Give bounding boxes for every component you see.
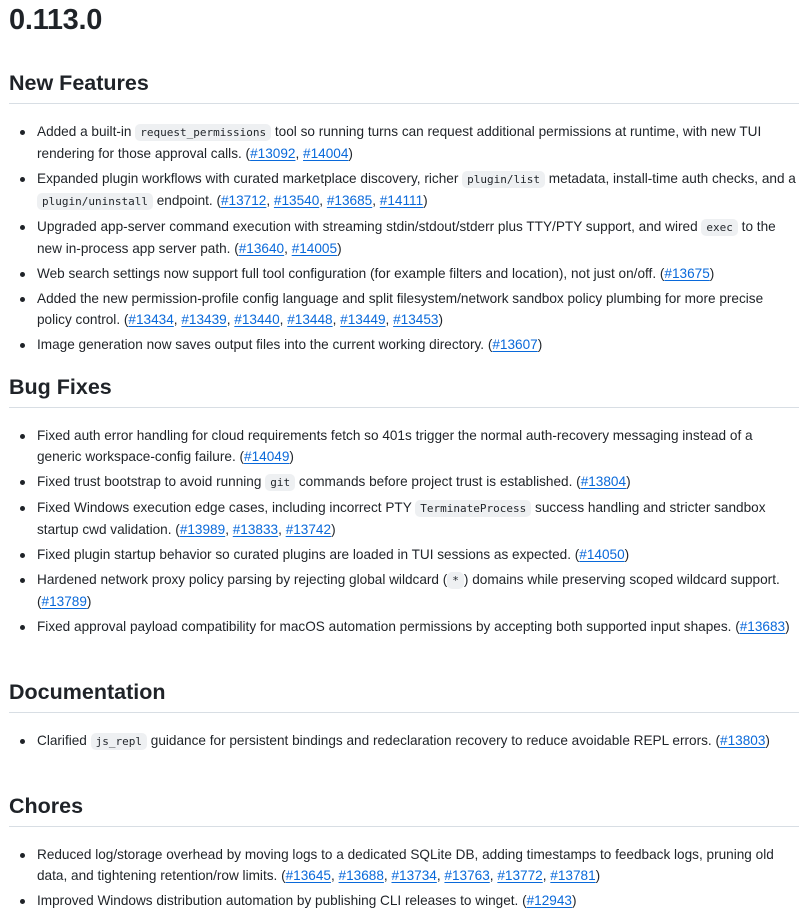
list-item xyxy=(9,425,799,467)
item-text: , xyxy=(542,868,551,884)
item-text: Added the new permission-profile config language and split filesystem/network sandbox policy plumbing for more precise policy control. ( xyxy=(37,290,764,327)
item-text: tool so running turns can request additional permissions at runtime, with new TUI rendering for those approval calls. ( xyxy=(37,124,762,162)
pr-link[interactable]: #13712 xyxy=(220,193,267,209)
item-text: metadata, install-time auth checks, and a xyxy=(544,171,796,186)
list-item xyxy=(9,544,799,565)
pr-link[interactable]: #13440 xyxy=(234,312,280,327)
item-text: ) xyxy=(348,146,353,162)
item-text: guidance for persistent bindings and redeclaration recovery to reduce avoidable REPL errors. ( xyxy=(147,733,721,748)
pr-link[interactable]: #13645 xyxy=(285,868,331,884)
pr-link[interactable]: #13763 xyxy=(444,868,490,884)
item-text: ) xyxy=(709,266,715,281)
item-text: , xyxy=(295,146,304,162)
item-text: Clarified xyxy=(37,733,91,748)
item-text: Reduced log/storage overhead by moving logs to a dedicated SQLite DB, adding timestamps to feedback logs, pruning old data, and tightening retention/row limits. ( xyxy=(37,847,774,884)
list-item xyxy=(9,121,799,164)
pr-link[interactable]: #13683 xyxy=(739,618,786,634)
section-heading: New Features xyxy=(9,70,799,104)
pr-link[interactable]: #13439 xyxy=(181,312,227,327)
pr-link[interactable]: #13675 xyxy=(664,266,710,281)
item-text: , xyxy=(173,312,182,327)
list-item xyxy=(9,844,799,886)
list-item xyxy=(9,890,799,911)
item-text: Fixed auth error handling for cloud requirements fetch so 401s trigger the normal auth-recovery messaging instead of a generic workspace-config failure. ( xyxy=(37,428,753,465)
item-text: ) xyxy=(572,893,577,908)
item-text: , xyxy=(385,312,394,327)
pr-link[interactable]: #13453 xyxy=(393,312,439,327)
pr-link[interactable]: #14004 xyxy=(303,146,349,162)
item-text: Improved Windows distribution automation by publishing CLI releases to winget. ( xyxy=(37,893,527,908)
item-text: , xyxy=(436,868,445,884)
item-text: , xyxy=(330,868,339,884)
pr-link[interactable]: #13434 xyxy=(128,312,174,327)
list-item xyxy=(9,288,799,330)
section-heading: Bug Fixes xyxy=(9,374,799,408)
item-text: ) xyxy=(289,449,294,465)
item-text: ) domains while preserving scoped wildcard support. ( xyxy=(37,571,780,609)
pr-link[interactable]: #13833 xyxy=(232,522,279,537)
version-title: 0.113.0 xyxy=(9,4,103,36)
list-item xyxy=(9,569,799,612)
item-text: Expanded plugin workflows with curated marketplace discovery, richer xyxy=(37,171,463,186)
item-text: , xyxy=(319,193,327,209)
list-item xyxy=(9,616,799,637)
pr-link[interactable]: #12943 xyxy=(526,893,572,908)
pr-link[interactable]: #14050 xyxy=(579,546,625,562)
list-item xyxy=(9,216,799,259)
item-text: , xyxy=(489,868,498,884)
item-text: ) xyxy=(595,868,601,884)
item-text: ) xyxy=(624,546,630,562)
pr-link[interactable]: #14111 xyxy=(379,193,424,209)
item-text: ) xyxy=(765,733,770,748)
inline-code: TerminateProcess xyxy=(415,500,531,517)
pr-link[interactable]: #13734 xyxy=(391,868,437,884)
item-text: , xyxy=(284,241,292,257)
pr-link[interactable]: #13789 xyxy=(41,593,87,609)
inline-code: exec xyxy=(701,219,738,236)
pr-link[interactable]: #13685 xyxy=(326,193,373,209)
pr-link[interactable]: #14049 xyxy=(244,449,290,465)
item-list xyxy=(9,425,799,637)
item-text: Upgraded app-server command execution with streaming stdin/stdout/stderr plus TTY/PTY support, and wired xyxy=(37,219,702,234)
pr-link[interactable]: #13804 xyxy=(580,474,627,489)
pr-link[interactable]: #13688 xyxy=(338,868,384,884)
section-chores xyxy=(9,793,799,915)
pr-link[interactable]: #13742 xyxy=(285,522,332,537)
item-text: , xyxy=(332,312,341,327)
item-list xyxy=(9,121,799,355)
item-text: Web search settings now support full tool configuration (for example filters and location), not just on/off. ( xyxy=(37,266,665,281)
item-text: commands before project trust is established. ( xyxy=(295,474,581,489)
item-list xyxy=(9,730,799,752)
list-item xyxy=(9,334,799,355)
inline-code: plugin/uninstall xyxy=(37,193,153,210)
item-text: to the new in-process app server path. ( xyxy=(37,219,776,257)
list-item xyxy=(9,168,799,212)
item-text: ) xyxy=(423,193,428,209)
section-heading: Documentation xyxy=(9,679,799,713)
list-item xyxy=(9,263,799,284)
item-text: , xyxy=(278,522,286,537)
section-bug-fixes xyxy=(9,374,799,640)
pr-link[interactable]: #13772 xyxy=(497,868,543,884)
item-text: ) xyxy=(785,618,790,634)
item-text: , xyxy=(226,312,235,327)
inline-code: git xyxy=(265,474,295,491)
item-text: ) xyxy=(86,593,92,609)
pr-link[interactable]: #14005 xyxy=(291,241,338,257)
inline-code: js_repl xyxy=(91,733,147,750)
item-text: , xyxy=(225,522,233,537)
item-text: Added a built-in xyxy=(37,124,136,139)
section-new-features xyxy=(9,70,799,359)
pr-link[interactable]: #13607 xyxy=(492,336,538,352)
inline-code: request_permissions xyxy=(135,124,271,141)
pr-link[interactable]: #13092 xyxy=(250,146,296,162)
pr-link[interactable]: #13640 xyxy=(238,241,285,257)
item-text: Hardened network proxy policy parsing by rejecting global wildcard ( xyxy=(37,571,448,587)
pr-link[interactable]: #13540 xyxy=(273,193,320,209)
item-text: Fixed approval payload compatibility for macOS automation permissions by accepting both supported input shapes. ( xyxy=(37,618,740,634)
item-text: , xyxy=(372,193,380,209)
item-text: ) xyxy=(626,474,631,489)
item-text: ) xyxy=(337,241,342,257)
item-text: ) xyxy=(331,522,336,537)
item-text: Fixed plugin startup behavior so curated plugins are loaded in TUI sessions as expected. ( xyxy=(37,546,580,562)
pr-link[interactable]: #13803 xyxy=(720,733,766,748)
item-text: , xyxy=(383,868,392,884)
item-text: ) xyxy=(537,336,543,352)
item-list xyxy=(9,844,799,911)
item-text: , xyxy=(279,312,288,327)
pr-link[interactable]: #13781 xyxy=(550,868,596,884)
list-item xyxy=(9,497,799,540)
pr-link[interactable]: #13989 xyxy=(179,522,226,537)
list-item xyxy=(9,471,799,493)
item-text: endpoint. ( xyxy=(152,193,221,209)
section-documentation xyxy=(9,679,799,756)
item-text: success handling and stricter sandbox startup cwd validation. ( xyxy=(37,499,766,537)
item-text: ) xyxy=(438,312,444,327)
item-text: , xyxy=(266,193,274,209)
pr-link[interactable]: #13448 xyxy=(287,312,333,327)
inline-code: plugin/list xyxy=(462,171,545,188)
inline-code: * xyxy=(447,572,464,589)
item-text: Fixed trust bootstrap to avoid running xyxy=(37,474,266,489)
item-text: Image generation now saves output files into the current working directory. ( xyxy=(37,336,493,352)
item-text: Fixed Windows execution edge cases, including incorrect PTY xyxy=(37,499,416,515)
section-heading: Chores xyxy=(9,793,799,827)
list-item xyxy=(9,730,799,752)
pr-link[interactable]: #13449 xyxy=(340,312,386,327)
